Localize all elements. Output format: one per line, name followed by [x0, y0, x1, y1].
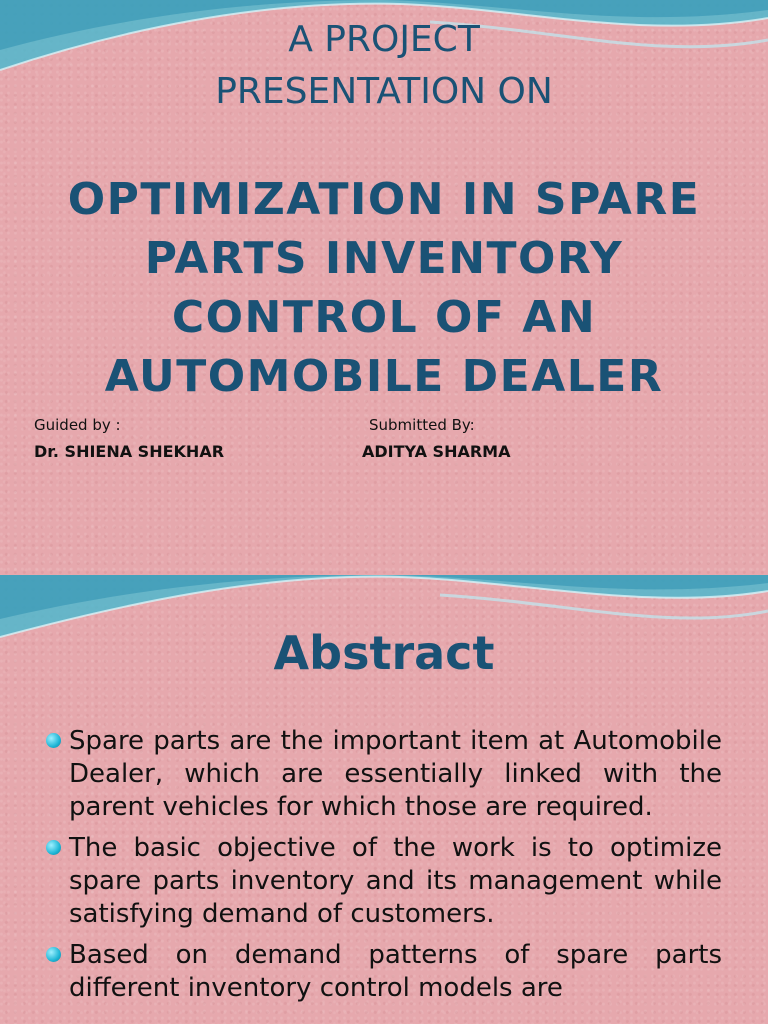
guide-name: Dr. SHIENA SHEKHAR: [34, 442, 225, 461]
pre-title-line-1: A PROJECT: [288, 19, 480, 60]
main-title-line: PARTS INVENTORY: [144, 233, 624, 284]
main-title-line: AUTOMOBILE DEALER: [104, 351, 664, 402]
list-item: [0, 939, 768, 1005]
bullet-text: The basic objective of the work is to optimize spare parts inventory and its management while satisfying demand of customers.: [69, 833, 722, 929]
bullet-text: Based on demand patterns of spare parts different inventory control models are: [69, 940, 722, 1003]
submitter-name: ADITYA SHARMA: [362, 442, 511, 461]
main-title-line: CONTROL OF AN: [171, 292, 597, 343]
abstract-title: Abstract: [273, 626, 495, 680]
main-title: [20, 170, 748, 406]
guided-by-label: Guided by :: [34, 416, 121, 434]
pre-title-line-2: PRESENTATION ON: [215, 71, 553, 112]
list-item: [0, 832, 768, 931]
bullet-dot-icon: [46, 947, 61, 962]
abstract-slide: [0, 575, 768, 1024]
main-title-line: OPTIMIZATION IN SPARE: [67, 174, 701, 225]
submitted-by-label: Submitted By:: [369, 416, 475, 434]
abstract-bullet-list: [0, 725, 768, 1013]
bullet-dot-icon: [46, 733, 61, 748]
bullet-text: Spare parts are the important item at Automobile Dealer, which are essentially linked with the parent vehicles for which those are required.: [69, 726, 722, 822]
bullet-dot-icon: [46, 840, 61, 855]
list-item: [0, 725, 768, 824]
